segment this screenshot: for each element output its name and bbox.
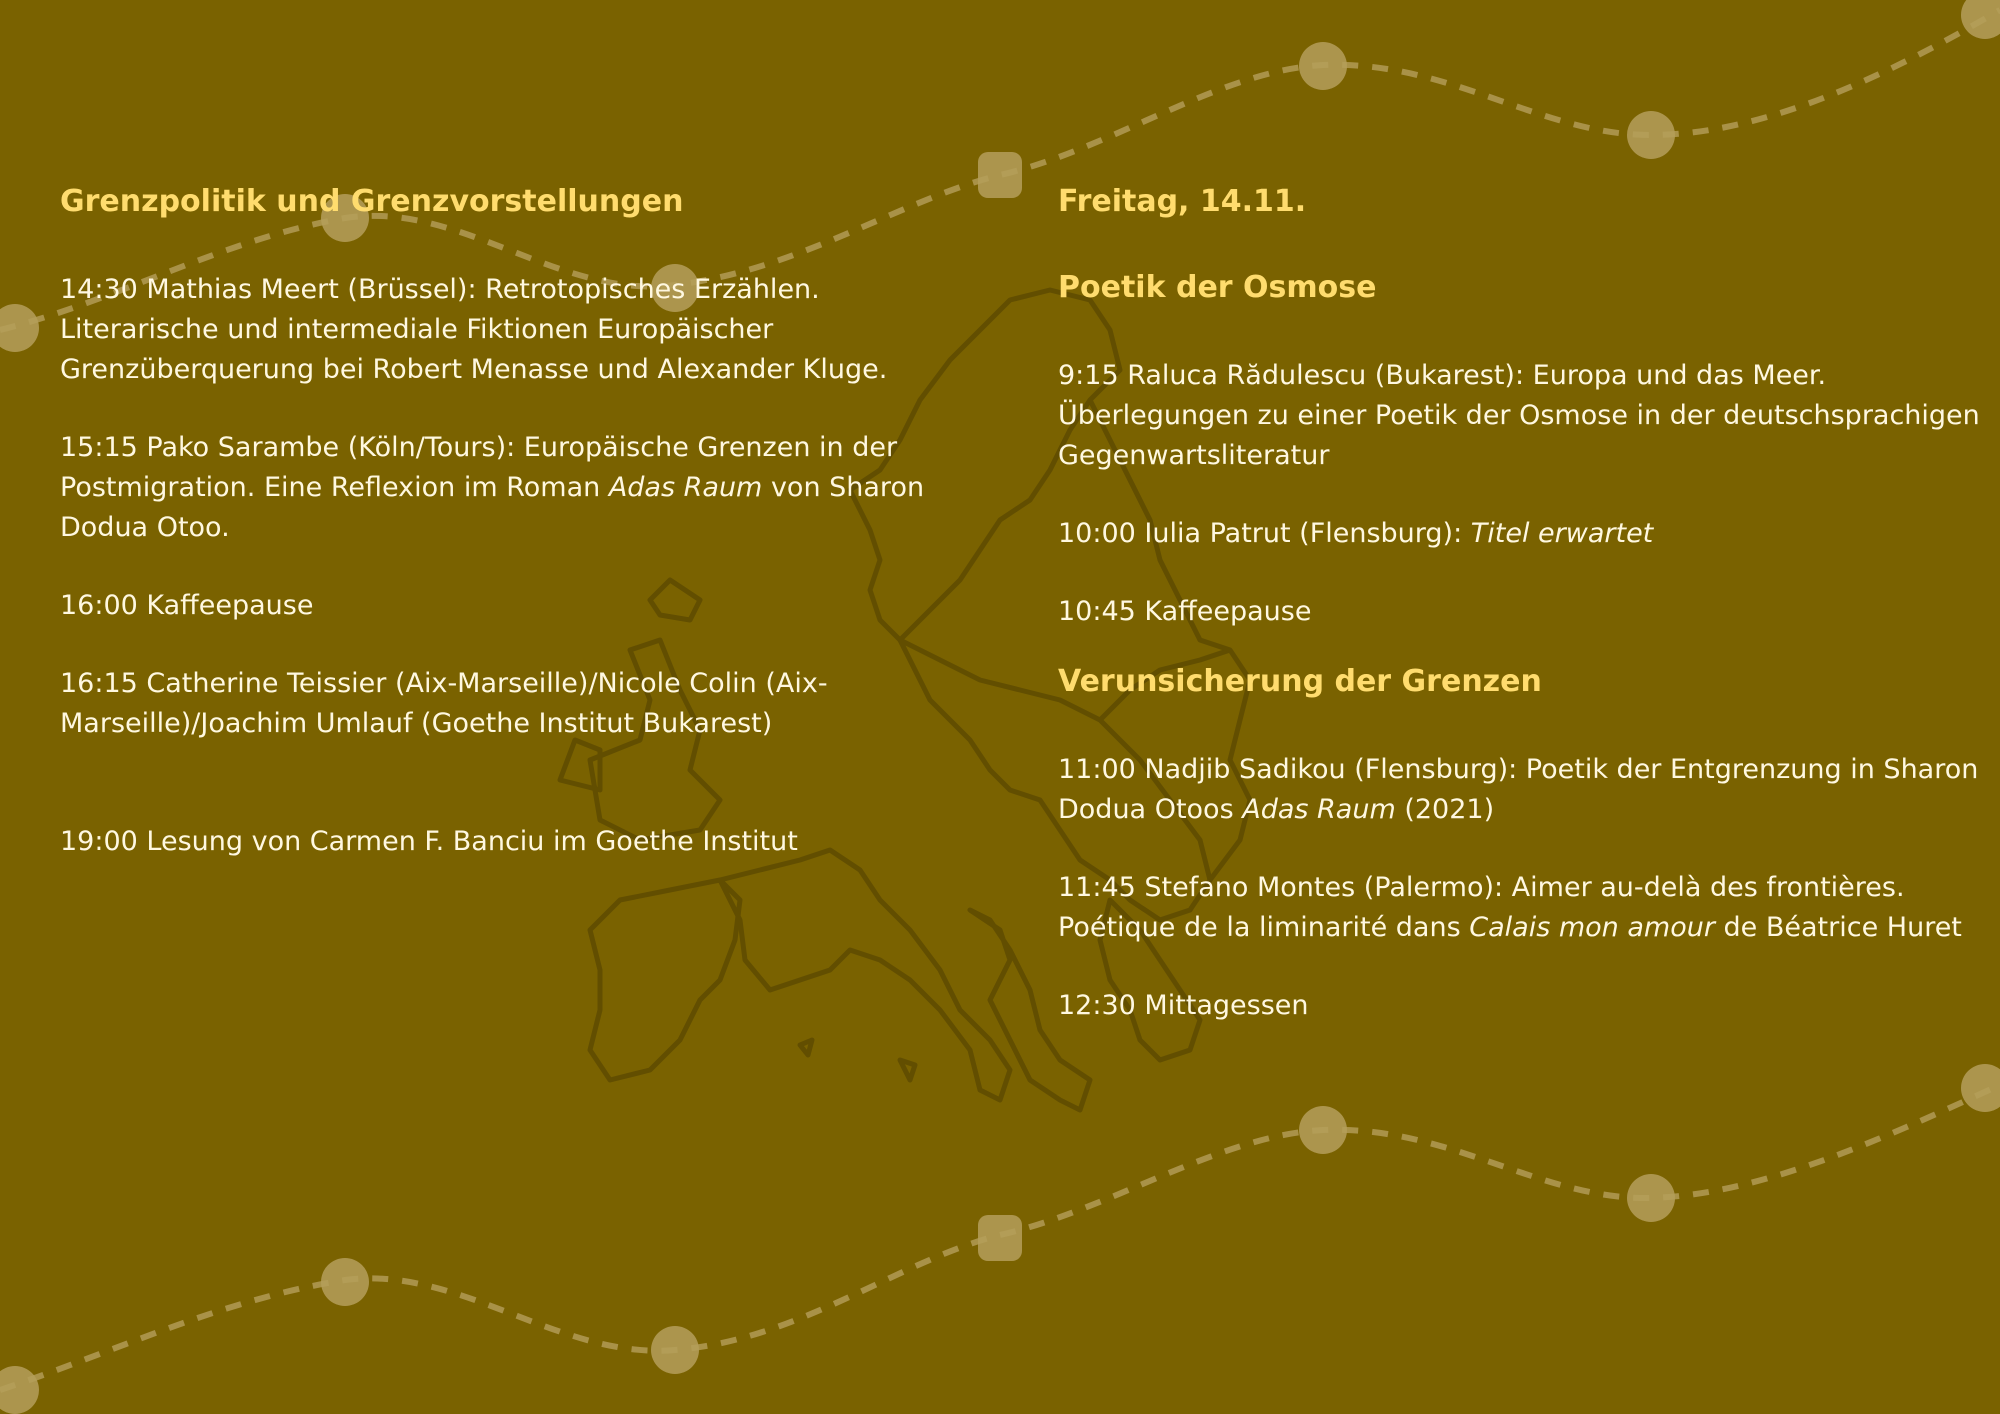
program-entry: 14:30 Mathias Meert (Brüssel): Retrotopisches Erzählen. Literarische und intermediale Fiktionen Europäischer Grenzüberquerung bei Robert Menasse und Alexander Kluge. [60, 274, 888, 385]
left-column [60, 182, 980, 862]
section-heading-grenzpolitik: Grenzpolitik und Grenzvorstellungen [60, 184, 684, 219]
program-entry: 11:00 Nadjib Sadikou (Flensburg): Poetik der Entgrenzung in Sharon Dodua Otoos Adas Raum (2021) [1058, 754, 1979, 825]
program-entry: 10:45 Kaffeepause [1058, 596, 1312, 627]
program-entry: 16:15 Catherine Teissier (Aix-Marseille)/Nicole Colin (Aix-Marseille)/Joachim Umlauf (Goethe Institut Bukarest) [60, 668, 828, 739]
section-heading-verunsicherung: Verunsicherung der Grenzen [1058, 664, 1542, 699]
day-heading: Freitag, 14.11. [1058, 184, 1307, 219]
book-title: Adas Raum [1242, 794, 1396, 825]
program-entry: 19:00 Lesung von Carmen F. Banciu im Goethe Institut [60, 826, 798, 857]
program-entry: 15:15 Pako Sarambe (Köln/Tours): Europäische Grenzen in der Postmigration. Eine Reflexion im Roman Adas Raum von Sharon Dodua Otoo. [60, 432, 925, 543]
program-entry: 9:15 Raluca Rădulescu (Bukarest): Europa und das Meer. Überlegungen zu einer Poetik der Osmose in der deutschsprachigen Gegenwartsliteratur [1058, 360, 1980, 471]
right-column [1058, 182, 1988, 1026]
section-heading-osmose: Poetik der Osmose [1058, 270, 1377, 305]
book-title: Calais mon amour [1469, 912, 1715, 943]
title-placeholder: Titel erwartet [1470, 518, 1654, 549]
program-entry: 12:30 Mittagessen [1058, 990, 1309, 1021]
book-title: Adas Raum [608, 472, 763, 503]
program-entry: 16:00 Kaffeepause [60, 590, 314, 621]
program-entry: 11:45 Stefano Montes (Palermo): Aimer au-delà des frontières. Poétique de la liminarité dans Calais mon amour de Béatrice Huret [1058, 872, 1962, 943]
program-entry: 10:00 Iulia Patrut (Flensburg): Titel erwartet [1058, 518, 1654, 549]
